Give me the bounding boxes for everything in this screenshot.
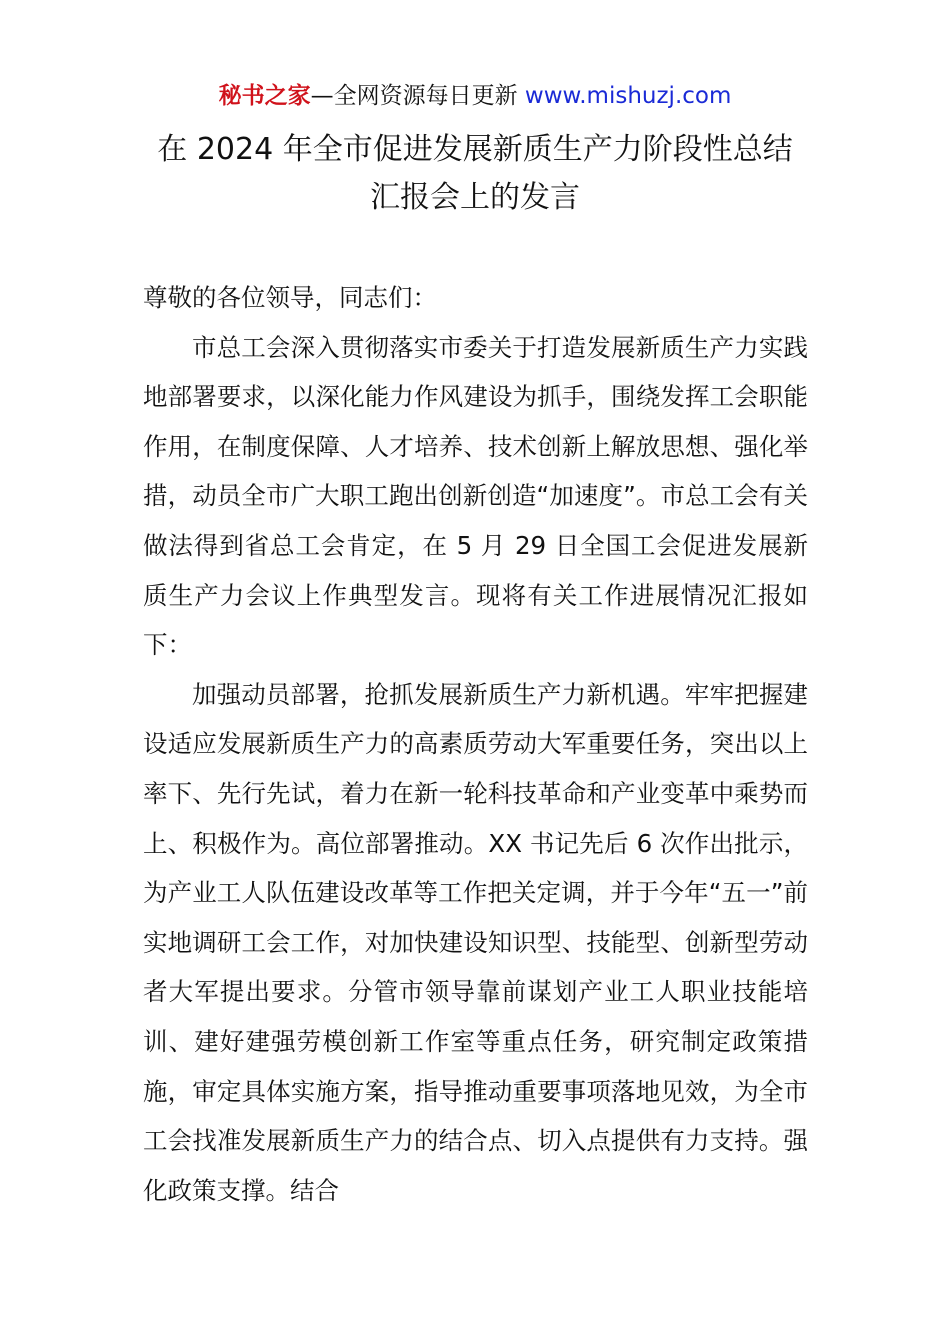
title-line-2: 汇报会上的发言	[370, 180, 580, 215]
body-paragraph: 加强动员部署，抢抓发展新质生产力新机遇。牢牢把握建设适应发展新质生产力的高素质劳动大军重要任务，突出以上率下、先行先试，着力在新一轮科技革命和产业变革中乘势而上、积极作为。高位部署推动。XX 书记先后 6 次作出批示，为产业工人队伍建设改革等工作把关定调，并于今年“五一”前实地调研工会工作，对加快建设知识型、技能型、创新型劳动者大军提出要求。分管市领导靠前谋划产业工人职业技能培训、建好建强劳模创新工作室等重点任务，研究制定政策措施，审定具体实施方案，指导推动重要事项落地见效，为全市工会找准发展新质生产力的结合点、切入点提供有力支持。强化政策支撑。结合	[143, 679, 808, 1205]
brand-name: 秘书之家	[218, 83, 311, 109]
document-title	[60, 126, 890, 222]
salutation: 尊敬的各位领导，同志们：	[143, 283, 437, 312]
body-paragraph: 市总工会深入贯彻落实市委关于打造发展新质生产力实践地部署要求，以深化能力作风建设为抓手，围绕发挥工会职能作用，在制度保障、人才培养、技术创新上解放思想、强化举措，动员全市广大职工跑出创新创造“加速度”。市总工会有关做法得到省总工会肯定，在 5 月 29 日全国工会促进发展新质生产力会议上作典型发言。现将有关工作进展情况汇报如下：	[143, 332, 808, 660]
site-url-link[interactable]: www.mishuzj.com	[524, 83, 732, 109]
title-line-1: 在 2024 年全市促进发展新质生产力阶段性总结	[157, 132, 793, 167]
site-header	[0, 80, 950, 112]
document-body	[143, 273, 808, 1215]
header-slogan: —全网资源每日更新	[310, 83, 525, 109]
